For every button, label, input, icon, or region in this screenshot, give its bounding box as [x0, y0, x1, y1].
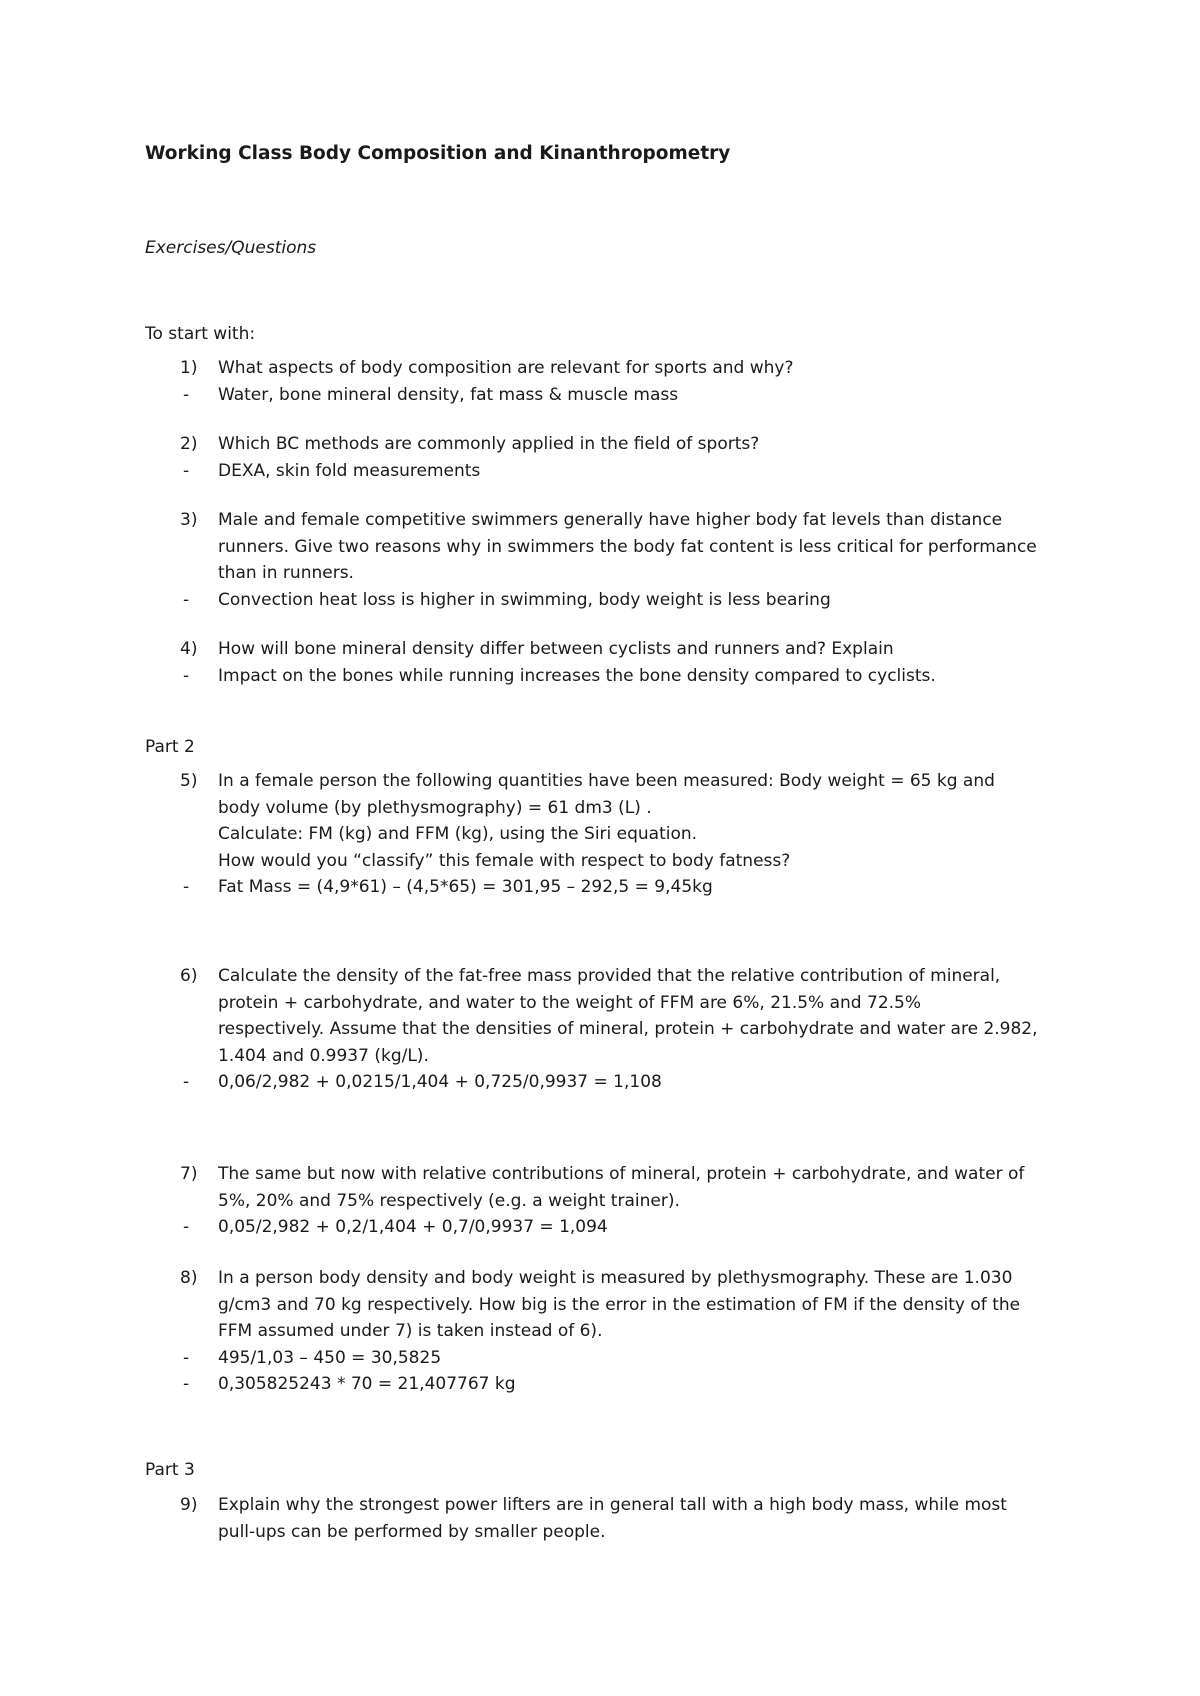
answer-text: Convection heat loss is higher in swimming, body weight is less bearing: [218, 589, 831, 610]
intro-text: To start with:: [145, 324, 256, 344]
question-number: 2): [180, 434, 198, 454]
answer-text: 0,05/2,982 + 0,2/1,404 + 0,7/0,9937 = 1,094: [218, 1217, 608, 1237]
document-title: Working Class Body Composition and Kinanthropometry: [145, 143, 731, 164]
question-text: Which BC methods are commonly applied in the field of sports?: [218, 434, 760, 454]
question-text: The same but now with relative contributions of mineral, protein + carbohydrate, and water of: [218, 1164, 1025, 1184]
question-text: Explain why the strongest power lifters are in general tall with a high body mass, while most: [218, 1495, 1007, 1515]
question-3: [145, 507, 1075, 613]
question-text: How would you “classify” this female with respect to body fatness?: [218, 850, 791, 871]
question-number: 6): [180, 966, 198, 986]
answer-bullet: -: [183, 589, 190, 610]
question-number: 7): [180, 1164, 198, 1184]
question-text: body volume (by plethysmography) = 61 dm3 (L) .: [218, 797, 652, 818]
question-text: Calculate the density of the fat-free mass provided that the relative contribution of mineral,: [218, 966, 1001, 986]
answer-text: 0,305825243 * 70 = 21,407767 kg: [218, 1374, 516, 1394]
answer-text: DEXA, skin fold measurements: [218, 460, 481, 481]
question-4: [145, 636, 1075, 689]
question-text: What aspects of body composition are relevant for sports and why?: [218, 358, 794, 378]
answer-text: 495/1,03 – 450 = 30,5825: [218, 1347, 442, 1368]
part-2-heading: Part 2: [145, 737, 195, 757]
question-text: In a person body density and body weight is measured by plethysmography. These are 1.030: [218, 1268, 1013, 1288]
answer-bullet: -: [183, 877, 190, 897]
question-text: 1.404 and 0.9937 (kg/L).: [218, 1045, 429, 1066]
answer-bullet: -: [183, 1374, 190, 1394]
question-text: runners. Give two reasons why in swimmers the body fat content is less critical for performance: [218, 536, 1037, 557]
answer-bullet: -: [183, 460, 190, 481]
answer-bullet: -: [183, 384, 190, 405]
question-5: [145, 768, 1075, 901]
question-text: 5%, 20% and 75% respectively (e.g. a weight trainer).: [218, 1190, 680, 1211]
question-text: than in runners.: [218, 563, 354, 583]
question-number: 5): [180, 771, 198, 791]
part-3-heading: Part 3: [145, 1460, 195, 1480]
question-1: [145, 355, 1075, 408]
question-6: [145, 963, 1075, 1096]
answer-text: 0,06/2,982 + 0,0215/1,404 + 0,725/0,9937 = 1,108: [218, 1072, 662, 1092]
question-text: Calculate: FM (kg) and FFM (kg), using the Siri equation.: [218, 824, 698, 844]
answer-text: Water, bone mineral density, fat mass & muscle mass: [218, 384, 679, 405]
question-text: FFM assumed under 7) is taken instead of 6).: [218, 1321, 603, 1341]
answer-text: Fat Mass = (4,9*61) – (4,5*65) = 301,95 – 292,5 = 9,45kg: [218, 877, 713, 897]
question-2: [145, 431, 1075, 484]
answer-bullet: -: [183, 1217, 190, 1237]
question-8: [145, 1265, 1075, 1398]
question-number: 9): [180, 1495, 198, 1515]
question-text: How will bone mineral density differ between cyclists and runners and? Explain: [218, 639, 894, 659]
answer-bullet: -: [183, 1347, 190, 1368]
document-subtitle: Exercises/Questions: [145, 238, 317, 258]
question-9: [145, 1492, 1075, 1545]
question-number: 4): [180, 639, 198, 659]
question-text: Male and female competitive swimmers generally have higher body fat levels than distance: [218, 510, 1003, 530]
question-text: pull-ups can be performed by smaller people.: [218, 1521, 606, 1542]
question-text: respectively. Assume that the densities of mineral, protein + carbohydrate and water are 2.982,: [218, 1019, 1038, 1039]
answer-text: Impact on the bones while running increases the bone density compared to cyclists.: [218, 665, 936, 686]
question-7: [145, 1161, 1075, 1241]
question-text: protein + carbohydrate, and water to the weight of FFM are 6%, 21.5% and 72.5%: [218, 992, 922, 1013]
answer-bullet: -: [183, 1072, 190, 1092]
question-text: g/cm3 and 70 kg respectively. How big is the error in the estimation of FM if the density of the: [218, 1294, 1021, 1315]
answer-bullet: -: [183, 665, 190, 686]
question-number: 8): [180, 1268, 198, 1288]
question-number: 1): [180, 358, 198, 378]
question-text: In a female person the following quantities have been measured: Body weight = 65 kg and: [218, 771, 995, 791]
question-number: 3): [180, 510, 198, 530]
